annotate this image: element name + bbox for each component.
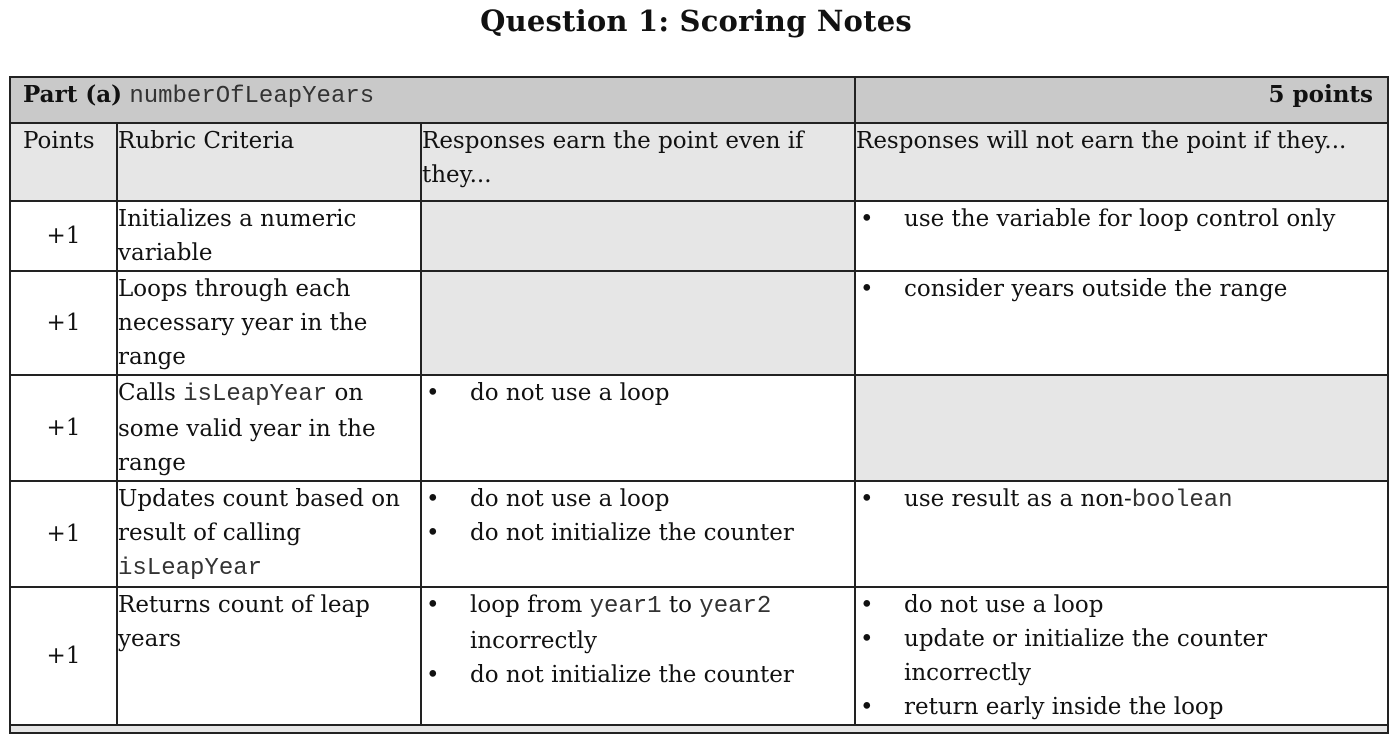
- criteria-text: Calls: [118, 380, 176, 406]
- rubric-row: [10, 587, 1388, 725]
- item-text: incorrectly: [470, 628, 597, 654]
- list-item: • update or initialize the counter incorrectly: [856, 622, 1387, 690]
- rubric-row: [10, 201, 1388, 271]
- next-row-strip: [10, 725, 1388, 733]
- row-points: +1: [10, 481, 117, 587]
- row-not-earn-empty: [855, 375, 1388, 481]
- criteria-text: Updates count based on result of calling: [118, 486, 400, 546]
- item-code: boolean: [1131, 487, 1233, 514]
- list-item: • return early inside the loop: [856, 690, 1387, 724]
- col-header-criteria: Rubric Criteria: [117, 123, 421, 201]
- row-earn: [421, 481, 855, 587]
- row-points: +1: [10, 271, 117, 375]
- row-earn: [421, 375, 855, 481]
- page-title: Question 1: Scoring Notes: [480, 4, 912, 38]
- row-not-earn: [855, 481, 1388, 587]
- criteria-code: isLeapYear: [183, 381, 328, 408]
- row-not-earn: [855, 587, 1388, 725]
- row-criteria: [117, 481, 421, 587]
- list-item: [856, 482, 1387, 518]
- criteria-text: on some valid year in the range: [118, 380, 376, 476]
- part-method: numberOfLeapYears: [129, 83, 375, 110]
- row-points: +1: [10, 201, 117, 271]
- row-points: +1: [10, 587, 117, 725]
- list-item: [422, 588, 854, 658]
- part-points: 5 points: [855, 77, 1388, 123]
- part-title: [10, 77, 855, 123]
- item-text: use result as a non-: [904, 486, 1132, 512]
- list-item: • do not use a loop: [856, 588, 1387, 622]
- row-not-earn: [855, 201, 1388, 271]
- rubric-table: [9, 76, 1389, 734]
- row-earn-empty: [421, 201, 855, 271]
- criteria-code: isLeapYear: [118, 555, 263, 582]
- item-text: to: [668, 592, 692, 618]
- part-header-row: [10, 77, 1388, 123]
- list-item: • do not use a loop: [422, 376, 854, 410]
- row-criteria: Loops through each necessary year in the range: [117, 271, 421, 375]
- list-item: • do not initialize the counter: [422, 658, 854, 692]
- item-text: loop from: [470, 592, 583, 618]
- row-criteria: Initializes a numeric variable: [117, 201, 421, 271]
- row-points: +1: [10, 375, 117, 481]
- col-header-points: Points: [10, 123, 117, 201]
- column-header-row: [10, 123, 1388, 201]
- row-criteria: Returns count of leap years: [117, 587, 421, 725]
- item-code: year2: [699, 593, 772, 620]
- list-item: • use the variable for loop control only: [856, 202, 1387, 236]
- rubric-row: [10, 271, 1388, 375]
- row-earn: [421, 587, 855, 725]
- rubric-row: [10, 481, 1388, 587]
- row-earn-empty: [421, 271, 855, 375]
- list-item: • consider years outside the range: [856, 272, 1387, 306]
- list-item: • do not initialize the counter: [422, 516, 854, 550]
- part-label: Part (a): [23, 81, 122, 108]
- col-header-earn: Responses earn the point even if they...: [421, 123, 855, 201]
- rubric-row: [10, 375, 1388, 481]
- row-criteria: [117, 375, 421, 481]
- col-header-not-earn: Responses will not earn the point if they...: [855, 123, 1388, 201]
- list-item: • do not use a loop: [422, 482, 854, 516]
- item-code: year1: [589, 593, 662, 620]
- row-not-earn: [855, 271, 1388, 375]
